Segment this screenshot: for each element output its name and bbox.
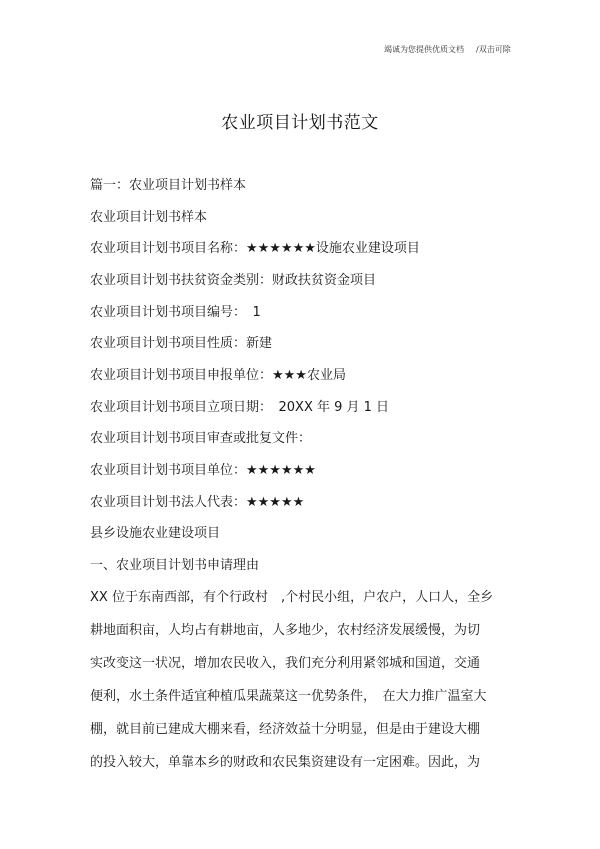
paragraph-line: 便利，水土条件适宜种植瓜果蔬菜这一优势条件， 在大力推广温室大 xyxy=(90,689,487,704)
paragraph-line: 的投入较大，单靠本乡的财政和农民集资建设有一定困难。因此，为 xyxy=(90,755,481,770)
subtitle-line: 农业项目计划书样本 xyxy=(90,210,208,225)
header-note xyxy=(384,44,511,55)
section-heading-reason: 一、农业项目计划书申请理由 xyxy=(90,558,260,573)
legal-representative-line: 农业项目计划书法人代表：★★★★★ xyxy=(90,495,305,510)
paragraph-line: 实改变这一状况，增加农民收入，我们充分利用紧邻城和国道，交通 xyxy=(90,656,481,671)
review-document-line: 农业项目计划书项目审查或批复文件： xyxy=(90,431,312,446)
project-name-line: 农业项目计划书项目名称：★★★★★★设施农业建设项目 xyxy=(90,241,420,256)
approval-date-line: 农业项目计划书项目立项日期： 20XX 年 9 月 1 日 xyxy=(90,400,390,415)
project-number-line: 农业项目计划书项目编号： 1 xyxy=(90,305,261,320)
paragraph-line: XX 位于东南西部，有个行政村 ,个村民小组，户农户，人口人，全乡 xyxy=(90,590,494,605)
header-note-text: 竭诚为您提供优质文档 xyxy=(384,45,464,54)
body-paragraph xyxy=(90,589,510,787)
fund-category-line: 农业项目计划书扶贫资金类别：财政扶贫资金项目 xyxy=(90,273,377,288)
applicant-unit-line: 农业项目计划书项目申报单位：★★★农业局 xyxy=(90,368,346,383)
paragraph-line: 耕地面积亩，人均占有耕地亩，人多地少，农村经济发展缓慢，为切 xyxy=(90,623,481,638)
section-heading-1: 篇一：农业项目计划书样本 xyxy=(90,178,247,193)
project-heading-line: 县乡设施农业建设项目 xyxy=(90,526,221,541)
header-note-action[interactable]: /双击可除 xyxy=(476,45,511,54)
project-unit-line: 农业项目计划书项目单位：★★★★★★ xyxy=(90,463,316,478)
paragraph-line: 棚，就目前已建成大棚来看，经济效益十分明显，但是由于建设大棚 xyxy=(90,722,481,737)
project-nature-line: 农业项目计划书项目性质：新建 xyxy=(90,336,273,351)
document-title: 农业项目计划书范文 xyxy=(221,113,379,133)
